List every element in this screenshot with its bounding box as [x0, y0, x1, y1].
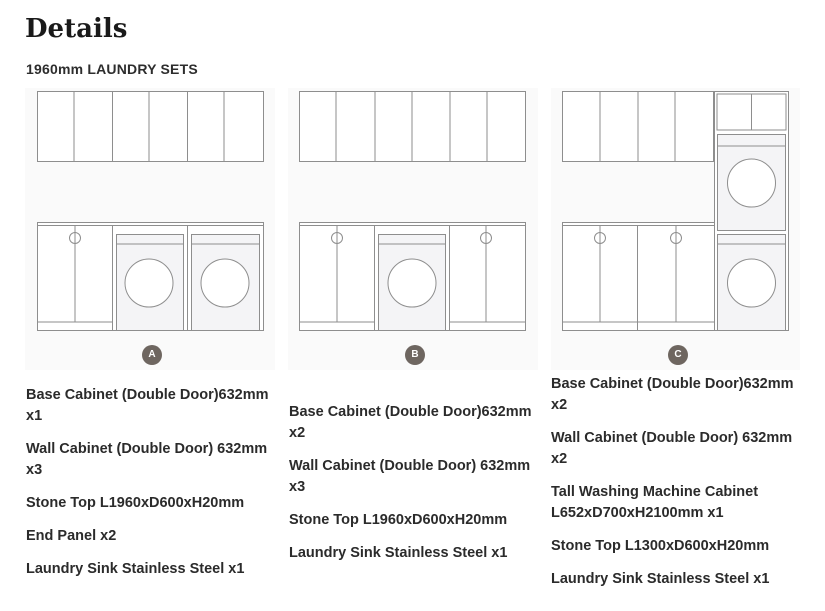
list-item: Stone Top L1300xD600xH20mm: [551, 538, 770, 554]
set-b-items: [289, 402, 539, 564]
laundry-set-a-illustration: [25, 88, 275, 370]
list-item: Tall Washing Machine Cabinet L652xD700xH2100mm x1: [551, 484, 759, 521]
list-item: End Panel x2: [26, 528, 117, 544]
set-c-items: [551, 374, 801, 590]
list-item: Wall Cabinet (Double Door) 632mm x2: [551, 430, 793, 467]
page-title: Details: [25, 14, 128, 44]
laundry-set-b-illustration: [288, 88, 538, 370]
list-item: Base Cabinet (Double Door)632mm x2: [551, 376, 794, 413]
section-subtitle: 1960mm LAUNDRY SETS: [26, 61, 198, 77]
list-item: Stone Top L1960xD600xH20mm: [289, 512, 508, 528]
list-item: Base Cabinet (Double Door)632mm x2: [289, 404, 532, 441]
list-item: Base Cabinet (Double Door)632mm x1: [26, 387, 269, 424]
set-b-badge: B: [405, 345, 425, 365]
set-a-badge: A: [142, 345, 162, 365]
list-item: Laundry Sink Stainless Steel x1: [26, 561, 245, 577]
list-item: Wall Cabinet (Double Door) 632mm x3: [26, 441, 268, 478]
list-item: Wall Cabinet (Double Door) 632mm x3: [289, 458, 531, 495]
set-a-items: [26, 385, 276, 580]
set-c-badge: C: [668, 345, 688, 365]
list-item: Laundry Sink Stainless Steel x1: [551, 571, 770, 587]
list-item: Laundry Sink Stainless Steel x1: [289, 545, 508, 561]
list-item: Stone Top L1960xD600xH20mm: [26, 495, 245, 511]
laundry-set-c-illustration: [551, 88, 800, 370]
